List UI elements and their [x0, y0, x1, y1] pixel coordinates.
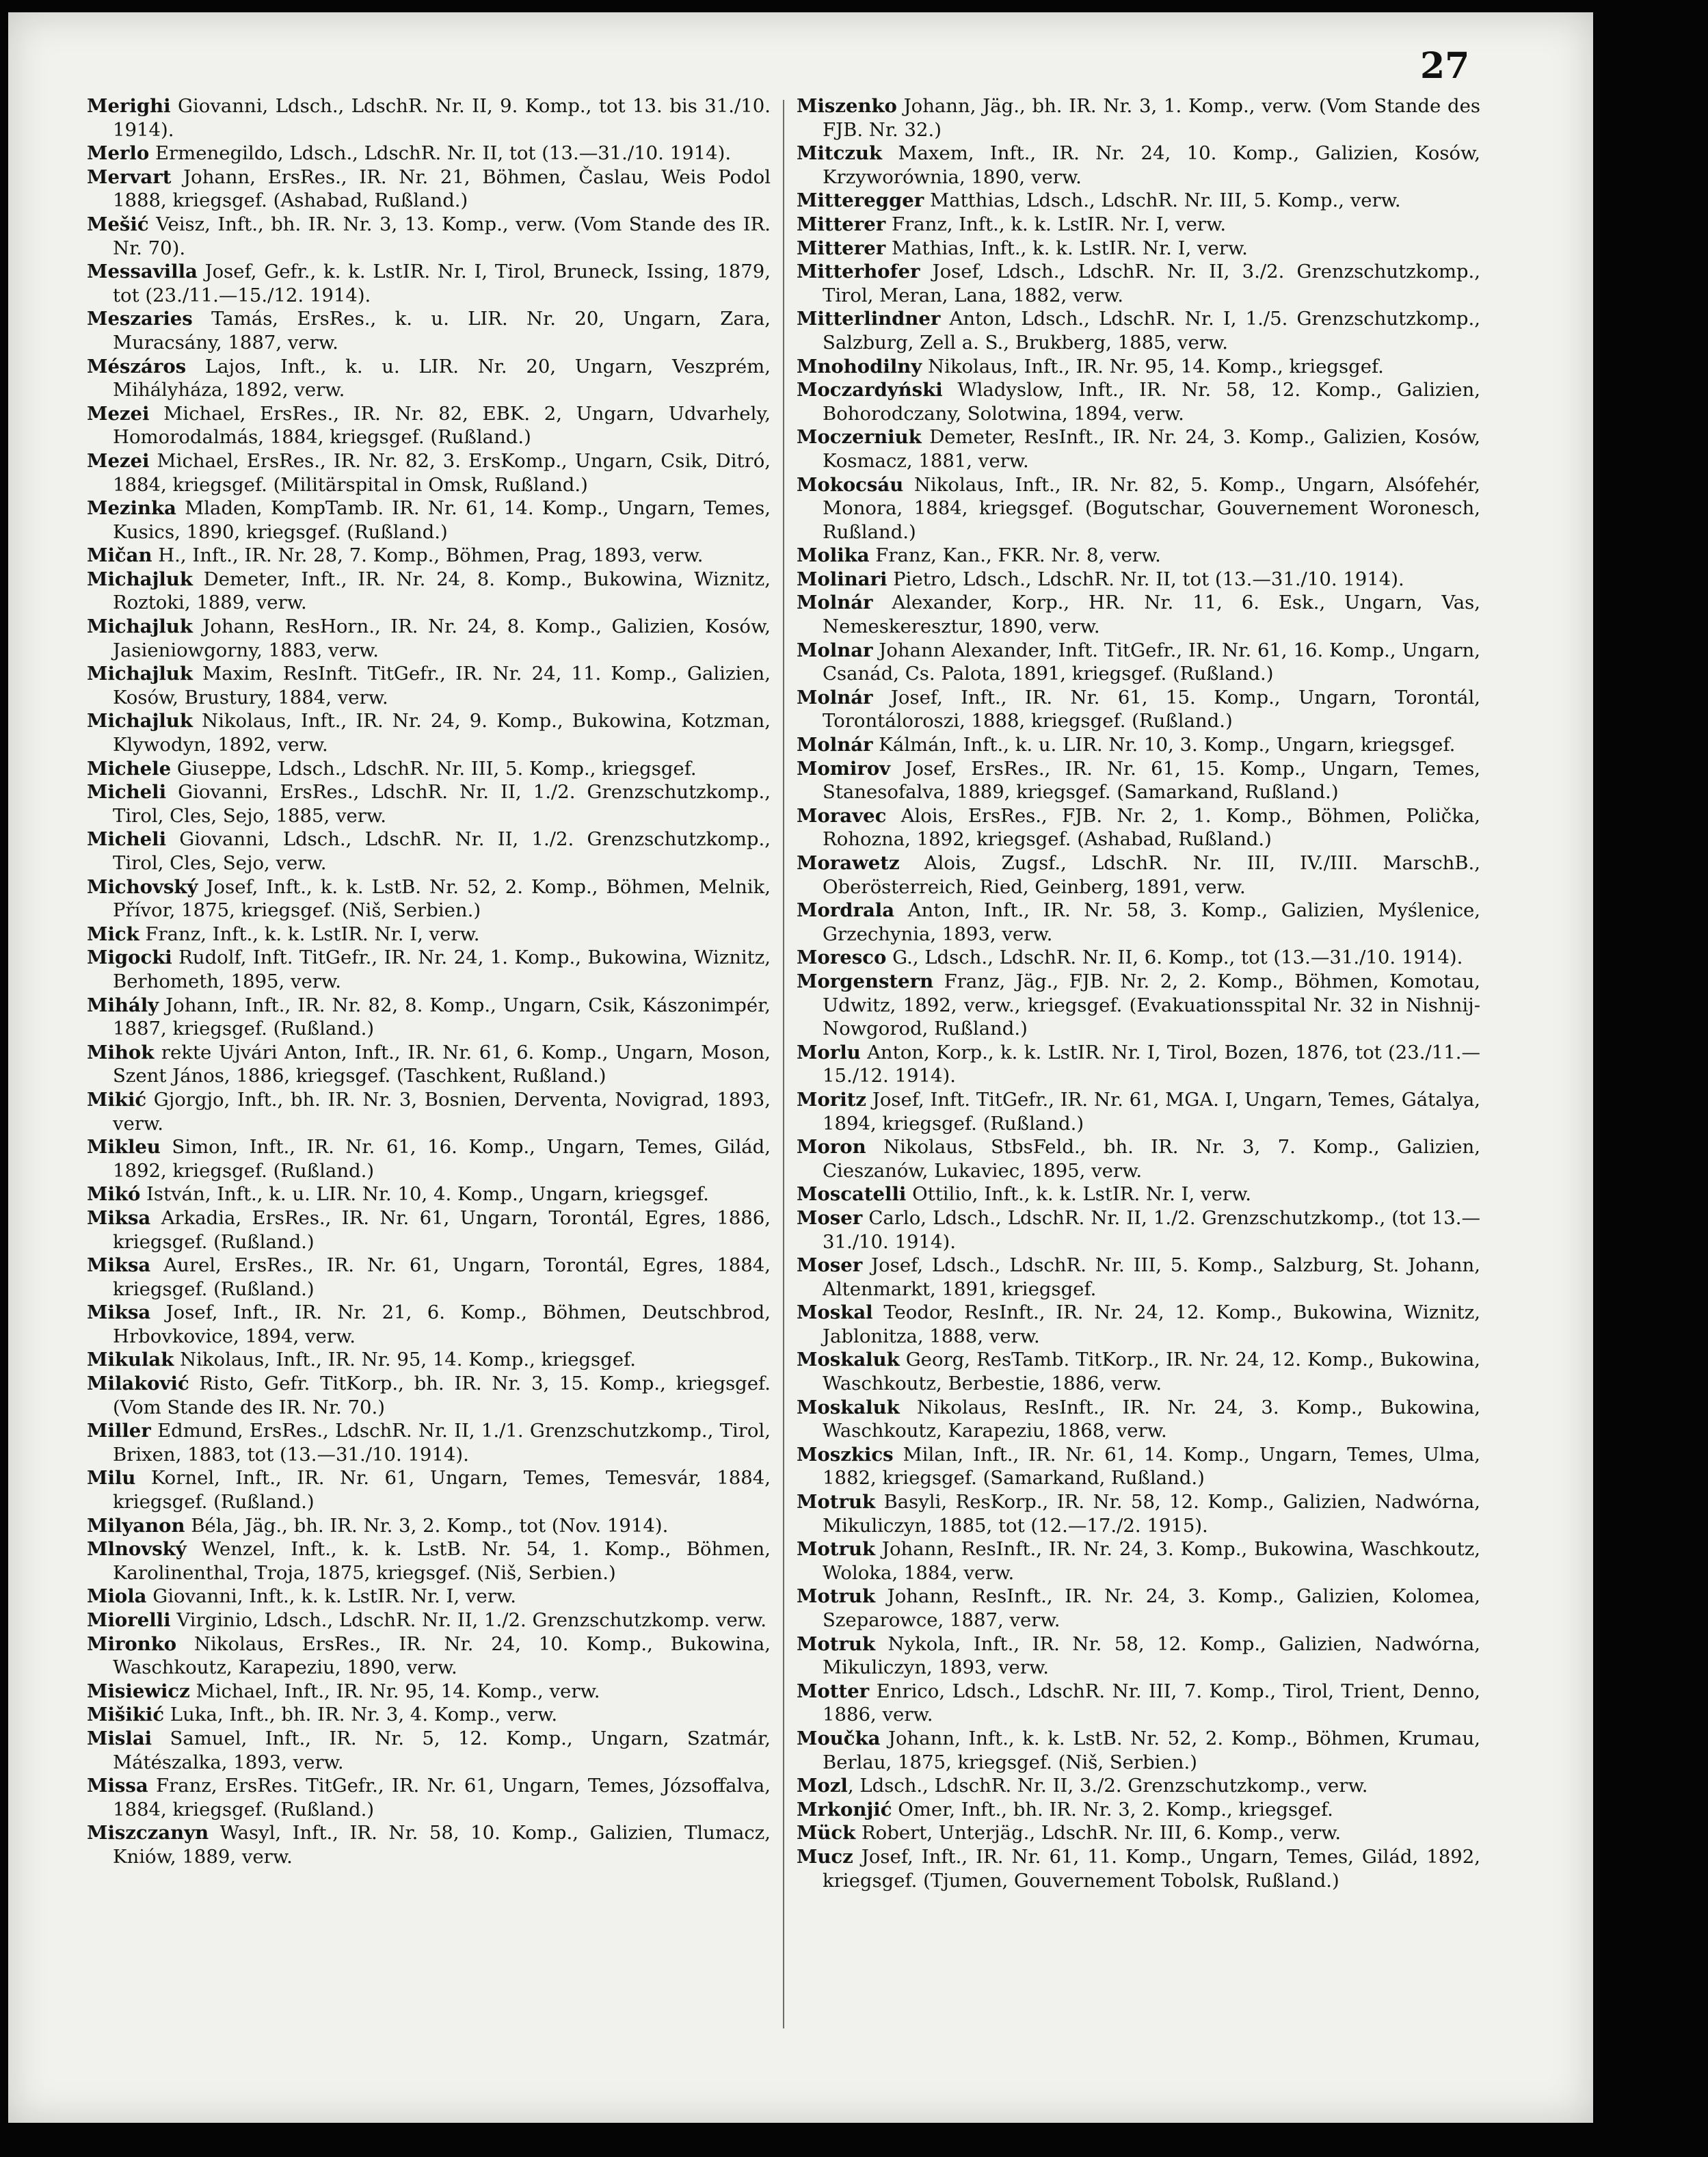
entry-details: Alexander, Korp., HR. Nr. 11, 6. Esk., Ungarn, Vas, Nemeskeresztur, 1890, verw. [823, 592, 1480, 638]
entry-surname: Moszkics [797, 1443, 894, 1466]
register-entry [797, 1396, 1480, 1443]
entry-surname: Moser [797, 1206, 863, 1229]
entry-surname: Mišikić [87, 1704, 165, 1726]
entry-surname: Miksa [87, 1206, 151, 1229]
entry-details: Edmund, ErsRes., LdschR. Nr. II, 1./1. Grenzschutzkomp., Tirol, Brixen, 1883, tot (13.—31./10. 1914). [113, 1420, 771, 1466]
register-entry [87, 1348, 771, 1372]
register-entry [797, 757, 1480, 804]
entry-details: Josef, Inft. TitGefr., IR. Nr. 61, MGA. I, Ungarn, Temes, Gátalya, 1894, kriegsgef. (Rußland.) [823, 1088, 1480, 1135]
page-number: 27 [1420, 45, 1470, 87]
entry-details: István, Inft., k. u. LIR. Nr. 10, 4. Komp., Ungarn, kriegsgef. [140, 1183, 709, 1206]
entry-surname: Michovský [87, 875, 198, 898]
entry-details: Enrico, Ldsch., LdschR. Nr. III, 7. Komp., Tirol, Trient, Denno, 1886, verw. [823, 1680, 1480, 1726]
entry-surname: Morlu [797, 1041, 861, 1063]
entry-details: Josef, Inft., k. k. LstB. Nr. 52, 2. Komp., Böhmen, Melnik, Přívor, 1875, kriegsgef. (Niš, Serbien.) [113, 875, 771, 922]
entry-details: Nikolaus, ResInft., IR. Nr. 24, 3. Komp., Bukowina, Waschkoutz, Karapeziu, 1868, verw. [823, 1396, 1480, 1442]
entry-details: Giovanni, Inft., k. k. LstIR. Nr. I, verw. [146, 1585, 516, 1608]
entry-details: Josef, Ldsch., LdschR. Nr. III, 5. Komp., Salzburg, St. Johann, Altenmarkt, 1891, kriegsgef. [823, 1254, 1480, 1300]
register-entry [797, 1680, 1480, 1727]
entry-details: Johann, ResHorn., IR. Nr. 24, 8. Komp., Galizien, Kosów, Jasieniowgorny, 1883, verw. [113, 616, 771, 661]
entry-details: Georg, ResTamb. TitKorp., IR. Nr. 24, 12. Komp., Bukowina, Waschkoutz, Berbestie, 1886, verw. [823, 1349, 1480, 1395]
register-entry [797, 189, 1480, 213]
register-entry [87, 1821, 771, 1868]
register-entry [87, 662, 771, 709]
entry-details: Michael, ErsRes., IR. Nr. 82, EBK. 2, Ungarn, Udvarhely, Homorodalmás, 1884, kriegsgef. (Rußland.) [113, 402, 771, 449]
entry-details: Omer, Inft., bh. IR. Nr. 3, 2. Komp., kriegsgef. [892, 1798, 1333, 1821]
register-entry [87, 1703, 771, 1727]
entry-surname: Michajluk [87, 568, 193, 590]
register-entry [87, 757, 771, 781]
entry-details: rekte Ujvári Anton, Inft., IR. Nr. 61, 6. Komp., Ungarn, Moson, Szent János, 1886, kriegsgef. (Taschkent, Rußland.) [113, 1041, 771, 1087]
entry-surname: Mezei [87, 402, 150, 425]
register-entry [87, 1206, 771, 1254]
register-entry [797, 1443, 1480, 1490]
register-entry [797, 1301, 1480, 1348]
entry-surname: Mészáros [87, 355, 187, 378]
entry-surname: Mihok [87, 1041, 155, 1063]
register-entry [87, 449, 771, 497]
entry-surname: Motruk [797, 1491, 876, 1513]
register-entry [87, 1466, 771, 1513]
register-entry [797, 94, 1480, 142]
entry-surname: Molnar [797, 639, 873, 661]
entry-surname: Mitterhofer [797, 261, 920, 283]
entry-surname: Motruk [797, 1585, 876, 1608]
entry-details: Giuseppe, Ldsch., LdschR. Nr. III, 5. Komp., kriegsgef. [171, 757, 697, 780]
entry-surname: Miszenko [797, 95, 897, 117]
left-column [87, 94, 771, 1869]
entry-surname: Mitterer [797, 237, 886, 259]
register-entry [87, 260, 771, 307]
entry-surname: Migocki [87, 947, 172, 969]
entry-details: Franz, Inft., k. k. LstIR. Nr. I, verw. [139, 923, 480, 945]
entry-details: Mladen, KompTamb. IR. Nr. 61, 14. Komp., Ungarn, Temes, Kusics, 1890, kriegsgef. (Rußland.) [113, 497, 771, 543]
register-entry [87, 1254, 771, 1301]
register-entry [797, 639, 1480, 686]
entry-surname: Mešić [87, 213, 149, 235]
entry-surname: Miola [87, 1585, 147, 1608]
register-entry [87, 946, 771, 993]
register-entry [797, 733, 1480, 757]
register-entry [87, 166, 771, 213]
register-entry [797, 1490, 1480, 1537]
entry-surname: Michajluk [87, 663, 193, 685]
register-entry [797, 1821, 1480, 1845]
entry-surname: Milyanon [87, 1514, 185, 1537]
register-entry [87, 213, 771, 260]
entry-details: Franz, Kan., FKR. Nr. 8, verw. [869, 544, 1161, 567]
entry-details: Josef, Gefr., k. k. LstIR. Nr. I, Tirol, Bruneck, Issing, 1879, tot (23./11.—15./12. 1914). [113, 261, 771, 306]
register-entry [87, 1301, 771, 1348]
register-entry [87, 615, 771, 662]
entry-details: Maxem, Inft., IR. Nr. 24, 10. Komp., Galizien, Kosów, Krzyworównia, 1890, verw. [823, 142, 1480, 188]
entry-surname: Miksa [87, 1301, 151, 1324]
entry-surname: Michajluk [87, 616, 193, 638]
register-entry [87, 94, 771, 142]
register-entry [87, 402, 771, 449]
entry-details: Josef, ErsRes., IR. Nr. 61, 15. Komp., Ungarn, Temes, Stanesofalva, 1889, kriegsgef. (Samarkand, Rußland.) [823, 757, 1480, 804]
register-entry [87, 1680, 771, 1704]
entry-surname: Molinari [797, 568, 888, 590]
entry-surname: Moresco [797, 947, 887, 969]
entry-details: Maxim, ResInft. TitGefr., IR. Nr. 24, 11. Komp., Galizien, Kosów, Brustury, 1884, verw. [113, 663, 771, 709]
entry-details: Milan, Inft., IR. Nr. 61, 14. Komp., Ungarn, Temes, Ulma, 1882, kriegsgef. (Samarkand, Rußland.) [823, 1443, 1480, 1490]
register-entry [797, 425, 1480, 473]
entry-details: Béla, Jäg., bh. IR. Nr. 3, 2. Komp., tot (Nov. 1914). [185, 1514, 669, 1537]
entry-details: Giovanni, ErsRes., LdschR. Nr. II, 1./2. Grenzschutzkomp., Tirol, Cles, Sejo, 1885, verw. [113, 781, 771, 827]
entry-details: Nikolaus, Inft., IR. Nr. 82, 5. Komp., Ungarn, Alsófehér, Monora, 1884, kriegsgef. (Bogutschar, Gouvernement Woronesch, Rußland.) [823, 473, 1480, 543]
entry-surname: Mick [87, 923, 139, 945]
entry-details: Wenzel, Inft., k. k. LstB. Nr. 54, 1. Komp., Böhmen, Karolinenthal, Troja, 1875, kriegsgef. (Niš, Serbien.) [113, 1538, 771, 1584]
register-entry [797, 1182, 1480, 1206]
register-entry [797, 1348, 1480, 1395]
entry-details: Johann, ResInft., IR. Nr. 24, 3. Komp., Bukowina, Waschkoutz, Woloka, 1884, verw. [823, 1538, 1480, 1584]
entry-details: Arkadia, ErsRes., IR. Nr. 61, Ungarn, Torontál, Egres, 1886, kriegsgef. (Rußland.) [113, 1206, 771, 1253]
entry-surname: Mikleu [87, 1136, 161, 1159]
entry-surname: Mikó [87, 1183, 141, 1206]
entry-surname: Mislai [87, 1727, 152, 1749]
entry-details: Johann, Inft., IR. Nr. 82, 8. Komp., Ungarn, Csik, Kászonimpér, 1887, kriegsgef. (Rußland.) [113, 994, 771, 1040]
entry-surname: Michajluk [87, 710, 193, 732]
register-entry [797, 142, 1480, 189]
register-entry [797, 1845, 1480, 1892]
entry-surname: Molika [797, 544, 870, 567]
entry-surname: Mück [797, 1822, 856, 1844]
entry-surname: Molnár [797, 592, 873, 614]
register-entry [797, 544, 1480, 568]
entry-details: Ermenegildo, Ldsch., LdschR. Nr. II, tot (13.—31./10. 1914). [149, 142, 732, 165]
register-entry [797, 213, 1480, 237]
register-entry [87, 1774, 771, 1821]
register-entry [797, 851, 1480, 899]
entry-details: Wasyl, Inft., IR. Nr. 58, 10. Komp., Galizien, Tlumacz, Kniów, 1889, verw. [113, 1822, 771, 1868]
entry-details: Johann Alexander, Inft. TitGefr., IR. Nr. 61, 16. Komp., Ungarn, Csanád, Cs. Palota, 1891, kriegsgef. (Rußland.) [823, 639, 1480, 685]
entry-surname: Merlo [87, 142, 150, 165]
entry-surname: Molnár [797, 686, 873, 709]
register-entry [797, 307, 1480, 354]
register-entry [797, 1254, 1480, 1301]
entry-details: Nikolaus, Inft., IR. Nr. 95, 14. Komp., kriegsgef. [922, 355, 1384, 378]
entry-details: Carlo, Ldsch., LdschR. Nr. II, 1./2. Grenzschutzkomp., (tot 13.—31./10. 1914). [823, 1206, 1480, 1253]
register-entry [797, 260, 1480, 307]
entry-surname: Moskaluk [797, 1349, 900, 1371]
entry-surname: Micheli [87, 781, 167, 804]
entry-surname: Mrkonjić [797, 1798, 892, 1821]
entry-surname: Mokocsáu [797, 473, 904, 496]
entry-surname: Moscatelli [797, 1183, 907, 1206]
entry-details: Josef, Inft., IR. Nr. 61, 11. Komp., Ungarn, Temes, Gilád, 1892, kriegsgef. (Tjumen, Gouvernement Tobolsk, Rußland.) [823, 1845, 1480, 1892]
entry-surname: Micheli [87, 828, 167, 851]
entry-surname: Motruk [797, 1632, 876, 1655]
register-entry [87, 544, 771, 568]
entry-details: Gjorgjo, Inft., bh. IR. Nr. 3, Bosnien, Derventa, Novigrad, 1893, verw. [113, 1088, 771, 1135]
right-column [797, 94, 1480, 1892]
entry-details: Aurel, ErsRes., IR. Nr. 61, Ungarn, Torontál, Egres, 1884, kriegsgef. (Rußland.) [113, 1254, 771, 1300]
register-entry [797, 1632, 1480, 1680]
register-entry [87, 875, 771, 923]
register-entry [87, 1372, 771, 1419]
entry-surname: Miller [87, 1420, 151, 1442]
entry-surname: Misiewicz [87, 1680, 190, 1702]
entry-details: , Ldsch., LdschR. Nr. II, 3./2. Grenzschutzkomp., verw. [847, 1775, 1368, 1797]
register-entry [87, 1609, 771, 1632]
entry-surname: Mozl [797, 1775, 848, 1797]
register-entry [797, 970, 1480, 1041]
register-entry [797, 1727, 1480, 1774]
entry-surname: Miszczanyn [87, 1822, 209, 1844]
entry-details: Giovanni, Ldsch., LdschR. Nr. II, 9. Komp., tot 13. bis 31./10. 1914). [113, 95, 771, 141]
entry-details: Nikolaus, Inft., IR. Nr. 24, 9. Komp., Bukowina, Kotzman, Klywodyn, 1892, verw. [113, 710, 771, 756]
entry-surname: Messavilla [87, 261, 198, 283]
register-entry [797, 568, 1480, 592]
entry-surname: Meszaries [87, 308, 193, 330]
entry-surname: Michele [87, 757, 172, 780]
register-entry [797, 946, 1480, 970]
register-entry [87, 780, 771, 828]
column-divider [783, 100, 784, 2028]
entry-surname: Mitterlindner [797, 308, 941, 330]
register-entry [87, 307, 771, 354]
entry-surname: Mucz [797, 1845, 853, 1868]
entry-details: Wladyslow, Inft., IR. Nr. 58, 12. Komp., Galizien, Bohorodczany, Solotwina, 1894, verw. [823, 379, 1480, 425]
entry-surname: Momirov [797, 757, 891, 780]
entry-surname: Moritz [797, 1088, 867, 1111]
entry-details: Mathias, Inft., k. k. LstIR. Nr. I, verw. [885, 237, 1248, 259]
entry-details: Virginio, Ldsch., LdschR. Nr. II, 1./2. Grenzschutzkomp. verw. [170, 1609, 766, 1631]
register-entry [87, 1182, 771, 1206]
register-entry [797, 378, 1480, 425]
scanned-page [8, 12, 1593, 2123]
entry-details: Veisz, Inft., bh. IR. Nr. 3, 13. Komp., verw. (Vom Stande des IR. Nr. 70). [113, 213, 771, 259]
entry-surname: Molnár [797, 734, 873, 756]
entry-surname: Moczerniuk [797, 426, 922, 449]
register-entry [87, 709, 771, 756]
entry-details: Josef, Inft., IR. Nr. 61, 15. Komp., Ungarn, Torontál, Torontáloroszi, 1888, kriegsgef. (Rußland.) [823, 686, 1480, 732]
entry-details: Giovanni, Ldsch., LdschR. Nr. II, 1./2. Grenzschutzkomp., Tirol, Cles, Sejo, verw. [113, 828, 771, 874]
register-entry [797, 899, 1480, 946]
entry-details: G., Ldsch., LdschR. Nr. II, 6. Komp., tot (13.—31./10. 1914). [886, 947, 1463, 969]
register-entry [87, 1537, 771, 1585]
register-entry [87, 568, 771, 615]
entry-details: Nikolaus, Inft., IR. Nr. 95, 14. Komp., kriegsgef. [174, 1349, 636, 1371]
register-entry [797, 1774, 1480, 1798]
register-entry [87, 1514, 771, 1538]
register-entry [87, 923, 771, 947]
entry-details: Alois, ErsRes., FJB. Nr. 2, 1. Komp., Böhmen, Polička, Rohozna, 1892, kriegsgef. (Ashabad, Rußland.) [823, 804, 1480, 851]
entry-surname: Milu [87, 1467, 136, 1490]
entry-details: Lajos, Inft., k. u. LIR. Nr. 20, Ungarn, Veszprém, Mihályháza, 1892, verw. [113, 355, 771, 401]
entry-details: Ottilio, Inft., k. k. LstIR. Nr. I, verw. [906, 1183, 1251, 1206]
entry-details: Samuel, Inft., IR. Nr. 5, 12. Komp., Ungarn, Szatmár, Mátészalka, 1893, verw. [113, 1727, 771, 1773]
entry-surname: Mihály [87, 994, 159, 1016]
entry-details: Anton, Inft., IR. Nr. 58, 3. Komp., Galizien, Myślenice, Grzechynia, 1893, verw. [823, 899, 1480, 945]
register-entry [797, 1537, 1480, 1585]
entry-details: Rudolf, Inft. TitGefr., IR. Nr. 24, 1. Komp., Bukowina, Wiznitz, Berhometh, 1895, verw. [113, 947, 771, 992]
entry-surname: Motter [797, 1680, 870, 1702]
register-entry [87, 1727, 771, 1774]
entry-details: Nikolaus, ErsRes., IR. Nr. 24, 10. Komp., Bukowina, Waschkoutz, Karapeziu, 1890, verw. [113, 1632, 771, 1679]
entry-surname: Miorelli [87, 1609, 171, 1631]
entry-surname: Mnohodilny [797, 355, 922, 378]
entry-surname: Moskaluk [797, 1396, 900, 1418]
entry-details: Luka, Inft., bh. IR. Nr. 3, 4. Komp., verw. [164, 1704, 558, 1726]
entry-details: Tamás, ErsRes., k. u. LIR. Nr. 20, Ungarn, Zara, Muracsány, 1887, verw. [113, 308, 771, 354]
entry-surname: Mezinka [87, 497, 176, 520]
entry-details: Michael, Inft., IR. Nr. 95, 14. Komp., verw. [189, 1680, 600, 1702]
register-entry [87, 1585, 771, 1609]
entry-details: Nykola, Inft., IR. Nr. 58, 12. Komp., Galizien, Nadwórna, Mikuliczyn, 1893, verw. [823, 1632, 1480, 1679]
entry-details: Robert, Unterjäg., LdschR. Nr. III, 6. Komp., verw. [855, 1822, 1342, 1844]
entry-surname: Mlnovský [87, 1538, 187, 1561]
register-entry [797, 473, 1480, 544]
entry-surname: Mitczuk [797, 142, 882, 165]
entry-surname: Merighi [87, 95, 171, 117]
register-entry [87, 142, 771, 166]
entry-details: Anton, Ldsch., LdschR. Nr. I, 1./5. Grenzschutzkomp., Salzburg, Zell a. S., Brukberg, 1885, verw. [823, 308, 1480, 354]
entry-details: Nikolaus, StbsFeld., bh. IR. Nr. 3, 7. Komp., Galizien, Cieszanów, Lukaviec, 1895, verw. [823, 1136, 1480, 1182]
entry-details: Alois, Zugsf., LdschR. Nr. III, IV./III. MarschB., Oberösterreich, Ried, Geinberg, 1891, verw. [823, 852, 1480, 898]
entry-surname: Moučka [797, 1727, 881, 1749]
register-entry [87, 1041, 771, 1088]
register-entry [797, 1088, 1480, 1135]
entry-surname: Mikić [87, 1088, 147, 1111]
register-entry [797, 237, 1480, 261]
register-entry [797, 686, 1480, 733]
register-entry [87, 828, 771, 875]
register-entry [797, 1585, 1480, 1632]
entry-surname: Missa [87, 1775, 148, 1797]
entry-surname: Milaković [87, 1373, 189, 1395]
entry-details: Demeter, ResInft., IR. Nr. 24, 3. Komp., Galizien, Kosów, Kosmacz, 1881, verw. [823, 426, 1480, 472]
entry-surname: Morawetz [797, 852, 900, 874]
entry-surname: Mitteregger [797, 189, 924, 212]
register-entry [797, 355, 1480, 379]
entry-surname: Moravec [797, 804, 887, 827]
entry-surname: Mezei [87, 449, 150, 472]
entry-details: Josef, Inft., IR. Nr. 21, 6. Komp., Böhmen, Deutschbrod, Hrbovkovice, 1894, verw. [113, 1301, 771, 1347]
entry-details: Matthias, Ldsch., LdschR. Nr. III, 5. Komp., verw. [924, 189, 1401, 212]
entry-details: Franz, Inft., k. k. LstIR. Nr. I, verw. [885, 213, 1227, 235]
entry-details: Risto, Gefr. TitKorp., bh. IR. Nr. 3, 15. Komp., kriegsgef. (Vom Stande des IR. Nr. 70.) [113, 1373, 771, 1418]
entry-surname: Moskal [797, 1301, 873, 1324]
entry-details: Teodor, ResInft., IR. Nr. 24, 12. Komp., Bukowina, Wiznitz, Jablonitza, 1888, verw. [823, 1301, 1480, 1347]
entry-details: Johann, ErsRes., IR. Nr. 21, Böhmen, Časlau, Weis Podol 1888, kriegsgef. (Ashabad, Rußland.) [113, 166, 771, 212]
entry-details: Franz, Jäg., FJB. Nr. 2, 2. Komp., Böhmen, Komotau, Udwitz, 1892, verw., kriegsgef. (Evakuationsspital Nr. 32 in Nishnij-Nowgorod, Rußland.) [823, 970, 1480, 1040]
register-entry [87, 497, 771, 544]
entry-details: Simon, Inft., IR. Nr. 61, 16. Komp., Ungarn, Temes, Gilád, 1892, kriegsgef. (Rußland.) [113, 1136, 771, 1182]
entry-surname: Moczardyński [797, 379, 943, 401]
entry-details: Kálmán, Inft., k. u. LIR. Nr. 10, 3. Komp., Ungarn, kriegsgef. [872, 734, 1456, 756]
register-entry [87, 1632, 771, 1680]
register-entry [87, 994, 771, 1041]
entry-surname: Mičan [87, 544, 152, 567]
register-entry [797, 1798, 1480, 1822]
entry-details: Johann, Jäg., bh. IR. Nr. 3, 1. Komp., verw. (Vom Stande des FJB. Nr. 32.) [823, 95, 1480, 141]
register-entry [87, 355, 771, 402]
entry-details: Franz, ErsRes. TitGefr., IR. Nr. 61, Ungarn, Temes, Józsoffalva, 1884, kriegsgef. (Rußland.) [113, 1775, 771, 1821]
entry-details: Pietro, Ldsch., LdschR. Nr. II, tot (13.—31./10. 1914). [887, 568, 1404, 590]
entry-surname: Mitterer [797, 213, 886, 235]
entry-details: Michael, ErsRes., IR. Nr. 82, 3. ErsKomp., Ungarn, Csik, Ditró, 1884, kriegsgef. (Militärspital in Omsk, Rußland.) [113, 449, 771, 496]
entry-surname: Mervart [87, 166, 172, 188]
entry-details: Kornel, Inft., IR. Nr. 61, Ungarn, Temes, Temesvár, 1884, kriegsgef. (Rußland.) [113, 1467, 771, 1513]
entry-surname: Miksa [87, 1254, 151, 1277]
register-entry [797, 1135, 1480, 1182]
entry-details: H., Inft., IR. Nr. 28, 7. Komp., Böhmen, Prag, 1893, verw. [152, 544, 704, 567]
entry-surname: Morgenstern [797, 970, 934, 992]
entry-details: Basyli, ResKorp., IR. Nr. 58, 12. Komp., Galizien, Nadwórna, Mikuliczyn, 1885, tot (12.—17./2. 1915). [823, 1491, 1480, 1537]
entry-details: Josef, Ldsch., LdschR. Nr. II, 3./2. Grenzschutzkomp., Tirol, Meran, Lana, 1882, verw. [823, 261, 1480, 306]
register-entry [797, 804, 1480, 851]
register-entry [797, 591, 1480, 638]
entry-surname: Moser [797, 1254, 863, 1277]
entry-surname: Motruk [797, 1538, 876, 1561]
register-entry [87, 1419, 771, 1466]
entry-surname: Mordrala [797, 899, 895, 922]
register-entry [87, 1135, 771, 1182]
entry-details: Johann, Inft., k. k. LstB. Nr. 52, 2. Komp., Böhmen, Krumau, Berlau, 1875, kriegsgef. (Niš, Serbien.) [823, 1727, 1480, 1773]
entry-surname: Mikulak [87, 1349, 174, 1371]
entry-details: Anton, Korp., k. k. LstIR. Nr. I, Tirol, Bozen, 1876, tot (23./11.—15./12. 1914). [823, 1041, 1480, 1087]
entry-details: Johann, ResInft., IR. Nr. 24, 3. Komp., Galizien, Kolomea, Szeparowce, 1887, verw. [823, 1585, 1480, 1631]
entry-details: Demeter, Inft., IR. Nr. 24, 8. Komp., Bukowina, Wiznitz, Roztoki, 1889, verw. [113, 568, 771, 614]
entry-surname: Moron [797, 1136, 866, 1159]
register-entry [87, 1088, 771, 1135]
entry-surname: Mironko [87, 1632, 177, 1655]
register-entry [797, 1206, 1480, 1254]
register-entry [797, 1041, 1480, 1088]
